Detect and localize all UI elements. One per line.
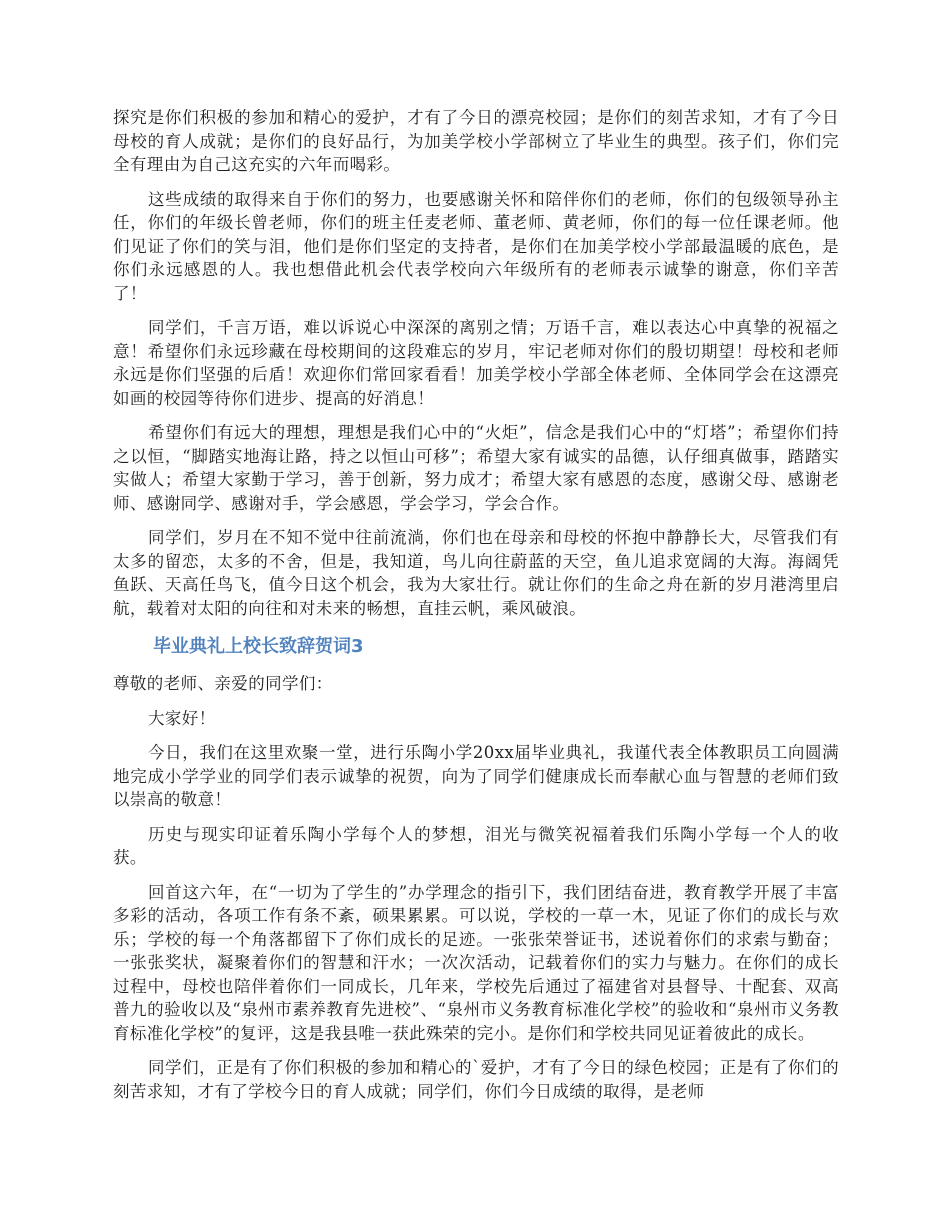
body-paragraph: 同学们，千言万语，难以诉说心中深深的离别之情；万语千言，难以表达心中真挚的祝福之意！希望你们永远珍藏在母校期间的这段难忘的岁月，牢记老师对你们的殷切期望！母校和老师永远是你们坚强的后盾！欢迎你们常回家看看！加美学校小学部全体老师、全体同学会在这漂亮如画的校园等待你们进步、提高的好消息！: [113, 318, 839, 408]
body-paragraph: 今日，我们在这里欢聚一堂，进行乐陶小学20xx届毕业典礼，我谨代表全体教职员工向圆满地完成小学学业的同学们表示诚挚的祝贺，向为了同学们健康成长而奉献心血与智慧的老师们致以崇高的敬意！: [113, 743, 839, 809]
body-paragraph: 同学们，岁月在不知不觉中往前流淌，你们也在母亲和母校的怀抱中静静长大，尽管我们有太多的留恋，太多的不舍，但是，我知道，鸟儿向往蔚蓝的天空，鱼儿追求宽阔的大海。海阔凭鱼跃、天高任鸟飞，值今日这个机会，我为大家壮行。就让你们的生命之舟在新的岁月港湾里启航，载着对太阳的向往和对未来的畅想，直挂云帆，乘风破浪。: [113, 528, 839, 618]
body-paragraph: 同学们，正是有了你们积极的参加和精心的`爱护，才有了今日的绿色校园；正是有了你们的刻苦求知，才有了学校今日的育人成就；同学们，你们今日成绩的取得，是老师: [113, 1058, 839, 1101]
body-paragraph: 回首这六年，在“一切为了学生的”办学理念的指引下，我们团结奋进，教育教学开展了丰富多彩的活动，各项工作有条不紊，硕果累累。可以说，学校的一草一木，见证了你们的成长与欢乐；学校的每一个角落都留下了你们成长的足迹。一张张荣誉证书，述说着你们的求索与勤奋；一张张奖状，凝聚着你们的智慧和汗水；一次次活动，记载着你们的实力与魅力。在你们的成长过程中，母校也陪伴着你们一同成长，几年来，学校先后通过了福建省对县督导、十配套、双高普九的验收以及“泉州市素养教育先进校”、“泉州市义务教育标准化学校”的验收和“泉州市义务教育标准化学校”的复评，这是我县唯一获此殊荣的完小。是你们和学校共同见证着彼此的成长。: [113, 882, 839, 1043]
body-paragraph: 这些成绩的取得来自于你们的努力，也要感谢关怀和陪伴你们的老师，你们的包级领导孙主任，你们的年级长曾老师，你们的班主任麦老师、董老师、黄老师，你们的每一位任课老师。他们见证了你们的笑与泪，他们是你们坚定的支持者，是你们在加美学校小学部最温暖的底色，是你们永远感恩的人。我也想借此机会代表学校向六年级所有的老师表示诚挚的谢意，你们辛苦了！: [113, 189, 839, 303]
greeting: 大家好！: [148, 708, 216, 728]
body-paragraph: 希望你们有远大的理想，理想是我们心中的“火炬”，信念是我们心中的“灯塔”；希望你们持之以恒，“脚踏实地海让路，持之以恒山可移”；希望大家有诚实的品德，认仔细真做事，踏踏实实做人；希望大家勤于学习，善于创新，努力成才；希望大家有感恩的态度，感谢父母、感谢老师、感谢同学、感谢对手，学会感恩，学会学习，学会合作。: [113, 423, 839, 513]
body-paragraph: 历史与现实印证着乐陶小学每个人的梦想，泪光与微笑祝福着我们乐陶小学每一个人的收获。: [113, 824, 839, 867]
body-paragraph: 探究是你们积极的参加和精心的爱护，才有了今日的漂亮校园；是你们的刻苦求知，才有了今日母校的育人成就；是你们的良好品行，为加美学校小学部树立了毕业生的典型。孩子们，你们完全有理由为自己这充实的六年而喝彩。: [113, 108, 839, 174]
salutation: 尊敬的老师、亲爱的同学们：: [113, 674, 333, 693]
section-heading: 毕业典礼上校长致辞贺词3: [153, 636, 364, 657]
document-page: [113, 106, 839, 1114]
